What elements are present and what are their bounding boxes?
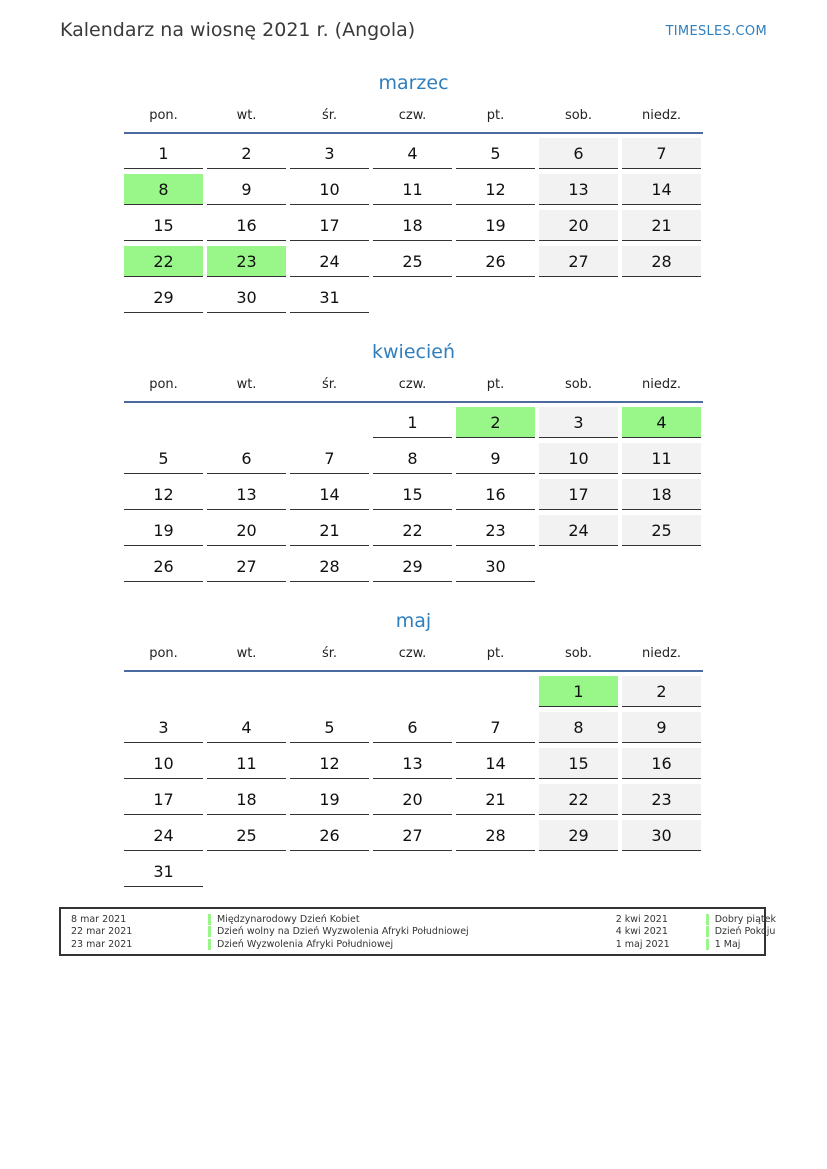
day-cell: 7 (622, 138, 701, 169)
day-cell: 9 (456, 443, 535, 474)
week-row (124, 820, 703, 856)
legend-row (61, 926, 469, 939)
day-cell: 10 (290, 174, 369, 205)
day-cell: 24 (124, 820, 203, 851)
legend-date: 22 mar 2021 (71, 926, 133, 938)
week-row (124, 443, 703, 479)
day-cell: 31 (290, 282, 369, 313)
day-cell: 17 (124, 784, 203, 815)
day-cell: 28 (622, 246, 701, 277)
empty-day-cell (290, 676, 369, 706)
weekday-label: wt. (236, 377, 257, 392)
day-cell: 14 (622, 174, 701, 205)
day-cell: 8 (373, 443, 452, 474)
legend-column-right (469, 909, 776, 954)
holiday-color-swatch (706, 914, 709, 925)
week-row (124, 676, 703, 712)
day-cell: 1 (539, 676, 618, 707)
day-cell: 15 (539, 748, 618, 779)
empty-day-cell (539, 551, 618, 581)
day-cell: 26 (456, 246, 535, 277)
week-row (124, 174, 703, 210)
day-cell: 1 (373, 407, 452, 438)
weekday-label: wt. (236, 646, 257, 661)
day-cell: 8 (124, 174, 203, 205)
month-2 (124, 606, 703, 892)
day-cell: 21 (290, 515, 369, 546)
day-cell: 28 (456, 820, 535, 851)
week-row (124, 479, 703, 515)
day-cell: 2 (207, 138, 286, 169)
legend-row (61, 938, 469, 951)
day-cell: 19 (124, 515, 203, 546)
day-cell: 24 (290, 246, 369, 277)
legend-holiday-name: Międzynarodowy Dzień Kobiet (217, 913, 360, 925)
day-cell: 18 (207, 784, 286, 815)
day-cell: 25 (622, 515, 701, 546)
legend-holiday-name: Dobry piątek (714, 913, 776, 925)
day-cell: 15 (373, 479, 452, 510)
month-name: kwiecień (372, 341, 455, 363)
empty-day-cell (207, 856, 286, 886)
day-cell: 6 (207, 443, 286, 474)
day-cell: 10 (539, 443, 618, 474)
week-row (124, 712, 703, 748)
day-cell: 20 (539, 210, 618, 241)
day-cell: 11 (207, 748, 286, 779)
day-cell: 7 (290, 443, 369, 474)
day-cell: 27 (539, 246, 618, 277)
weekday-label: pt. (486, 108, 505, 123)
legend-row (469, 926, 776, 939)
day-cell: 21 (456, 784, 535, 815)
day-cell: 20 (373, 784, 452, 815)
day-cell: 5 (290, 712, 369, 743)
day-cell: 20 (207, 515, 286, 546)
weekday-label: niedz. (641, 646, 682, 661)
day-cell: 27 (373, 820, 452, 851)
empty-day-cell (539, 282, 618, 312)
day-cell: 16 (207, 210, 286, 241)
empty-day-cell (290, 407, 369, 437)
weekday-label: czw. (398, 377, 427, 392)
empty-day-cell (539, 856, 618, 886)
empty-day-cell (124, 407, 203, 437)
empty-day-cell (373, 282, 452, 312)
day-cell: 6 (539, 138, 618, 169)
day-cell: 12 (124, 479, 203, 510)
day-cell: 12 (290, 748, 369, 779)
empty-day-cell (456, 676, 535, 706)
legend-date: 23 mar 2021 (71, 938, 133, 950)
day-cell: 30 (456, 551, 535, 582)
day-cell: 22 (373, 515, 452, 546)
empty-day-cell (373, 676, 452, 706)
day-cell: 6 (373, 712, 452, 743)
day-cell: 19 (456, 210, 535, 241)
day-cell: 2 (456, 407, 535, 438)
day-cell: 11 (622, 443, 701, 474)
week-row (124, 282, 703, 318)
day-cell: 17 (539, 479, 618, 510)
brand-link[interactable]: TIMESLES.COM (665, 24, 767, 39)
day-cell: 9 (207, 174, 286, 205)
holiday-color-swatch (208, 926, 211, 937)
day-cell: 25 (373, 246, 452, 277)
week-row (124, 784, 703, 820)
day-cell: 1 (124, 138, 203, 169)
weekday-label: śr. (321, 108, 338, 123)
weekday-header (124, 642, 703, 672)
weekday-label: niedz. (641, 108, 682, 123)
day-cell: 12 (456, 174, 535, 205)
empty-day-cell (373, 856, 452, 886)
weekday-label: śr. (321, 377, 338, 392)
month-0 (124, 68, 703, 318)
day-cell: 10 (124, 748, 203, 779)
legend-holiday-name: Dzień Wyzwolenia Afryki Południowej (217, 938, 394, 950)
day-cell: 23 (622, 784, 701, 815)
day-cell: 2 (622, 676, 701, 707)
week-row (124, 748, 703, 784)
holiday-legend (59, 907, 776, 956)
day-cell: 30 (207, 282, 286, 313)
legend-column-left (61, 909, 469, 954)
week-row (124, 138, 703, 174)
day-cell: 7 (456, 712, 535, 743)
legend-holiday-name: 1 Maj (714, 938, 741, 950)
week-row (124, 551, 703, 587)
day-cell: 4 (622, 407, 701, 438)
day-cell: 13 (373, 748, 452, 779)
day-cell: 5 (124, 443, 203, 474)
month-grid (124, 138, 703, 318)
day-cell: 28 (290, 551, 369, 582)
weekday-label: wt. (236, 108, 257, 123)
week-row (124, 856, 703, 892)
month-1 (124, 337, 703, 587)
week-row (124, 246, 703, 282)
page-title: Kalendarz na wiosnę 2021 r. (Angola) (60, 19, 416, 41)
day-cell: 31 (124, 856, 203, 887)
day-cell: 3 (539, 407, 618, 438)
day-cell: 15 (124, 210, 203, 241)
weekday-label: pon. (149, 646, 178, 661)
weekday-label: niedz. (641, 377, 682, 392)
month-grid (124, 676, 703, 892)
day-cell: 30 (622, 820, 701, 851)
weekday-label: pt. (486, 646, 505, 661)
weekday-label: pon. (149, 377, 178, 392)
legend-date: 2 kwi 2021 (615, 913, 668, 925)
holiday-color-swatch (208, 914, 211, 925)
day-cell: 25 (207, 820, 286, 851)
empty-day-cell (622, 282, 701, 312)
day-cell: 26 (124, 551, 203, 582)
day-cell: 9 (622, 712, 701, 743)
empty-day-cell (456, 856, 535, 886)
empty-day-cell (207, 407, 286, 437)
holiday-color-swatch (208, 939, 211, 950)
legend-holiday-name: Dzień wolny na Dzień Wyzwolenia Afryki Południowej (217, 926, 469, 938)
day-cell: 18 (622, 479, 701, 510)
holiday-color-swatch (706, 926, 709, 937)
weekday-label: pt. (486, 377, 505, 392)
legend-row (61, 913, 469, 926)
day-cell: 5 (456, 138, 535, 169)
day-cell: 22 (124, 246, 203, 277)
empty-day-cell (622, 551, 701, 581)
day-cell: 13 (207, 479, 286, 510)
day-cell: 19 (290, 784, 369, 815)
day-cell: 4 (207, 712, 286, 743)
month-name: maj (395, 610, 432, 632)
weekday-label: sob. (564, 646, 593, 661)
day-cell: 3 (290, 138, 369, 169)
day-cell: 3 (124, 712, 203, 743)
legend-holiday-name: Dzień Pokoju (714, 926, 776, 938)
day-cell: 21 (622, 210, 701, 241)
day-cell: 27 (207, 551, 286, 582)
week-row (124, 515, 703, 551)
legend-date: 4 kwi 2021 (615, 926, 668, 938)
empty-day-cell (622, 856, 701, 886)
week-row (124, 407, 703, 443)
day-cell: 13 (539, 174, 618, 205)
day-cell: 26 (290, 820, 369, 851)
legend-date: 1 maj 2021 (615, 938, 670, 950)
weekday-label: czw. (398, 108, 427, 123)
day-cell: 29 (373, 551, 452, 582)
holiday-color-swatch (706, 939, 709, 950)
day-cell: 24 (539, 515, 618, 546)
empty-day-cell (290, 856, 369, 886)
day-cell: 29 (539, 820, 618, 851)
day-cell: 29 (124, 282, 203, 313)
day-cell: 23 (207, 246, 286, 277)
empty-day-cell (124, 676, 203, 706)
day-cell: 18 (373, 210, 452, 241)
month-name: marzec (378, 72, 449, 94)
month-grid (124, 407, 703, 587)
weekday-label: pon. (149, 108, 178, 123)
legend-row (469, 913, 776, 926)
day-cell: 23 (456, 515, 535, 546)
weekday-label: czw. (398, 646, 427, 661)
day-cell: 14 (456, 748, 535, 779)
weekday-header (124, 373, 703, 403)
day-cell: 4 (373, 138, 452, 169)
legend-date: 8 mar 2021 (71, 913, 127, 925)
day-cell: 8 (539, 712, 618, 743)
empty-day-cell (456, 282, 535, 312)
weekday-header (124, 104, 703, 134)
weekday-label: śr. (321, 646, 338, 661)
day-cell: 16 (622, 748, 701, 779)
day-cell: 16 (456, 479, 535, 510)
day-cell: 17 (290, 210, 369, 241)
day-cell: 14 (290, 479, 369, 510)
day-cell: 22 (539, 784, 618, 815)
weekday-label: sob. (564, 377, 593, 392)
day-cell: 11 (373, 174, 452, 205)
weekday-label: sob. (564, 108, 593, 123)
legend-row (469, 938, 776, 951)
empty-day-cell (207, 676, 286, 706)
week-row (124, 210, 703, 246)
